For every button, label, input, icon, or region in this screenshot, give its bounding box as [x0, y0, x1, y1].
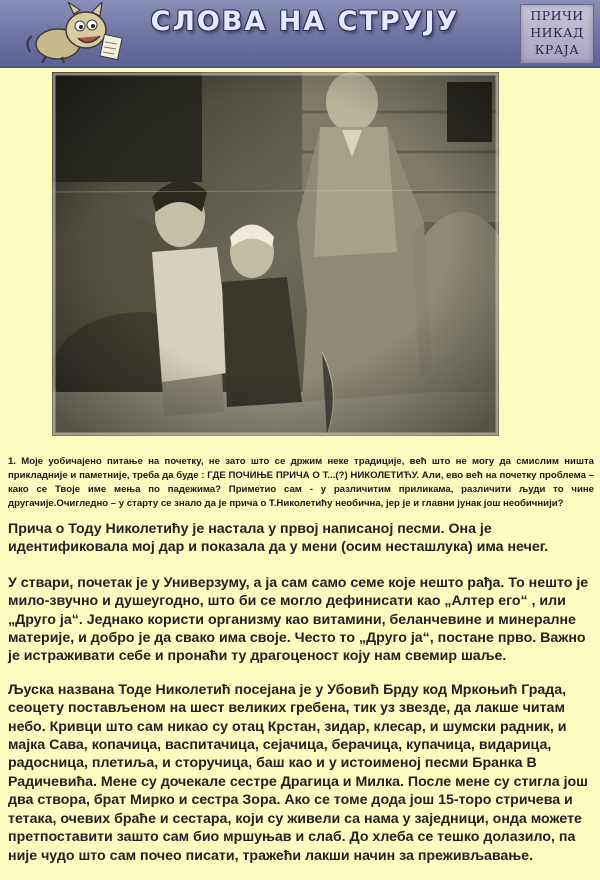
photo-caption: 1. Моје уобичајено питање на почетку, не зато што се држим неке традиције, већ што не могу да смислим ништа прикладније и паметније, треба да буде : ГДЕ ПОЧИЊЕ ПРИЧА О Т...(?) НИКОЛЕТИЋУ. Али, ево већ на почетку проблема – како се Твоје име мења по падежима? Приметио сам - у различитим приликама, различити људи то чине другачије.Очигледно – у старту се знало да је прича о Т.Николетићу необична, јер је и главни јунак још необичнији?: [8, 456, 594, 509]
badge-line: КРАЈА: [534, 42, 580, 57]
article-paragraph: Прича о Тоду Николетићу је настала у првој написаној песми. Она је идентификовала мој дар и показала да у мени (осим несташлука) има нечег.: [8, 521, 549, 556]
article-paragraph: Љуска названа Тоде Николетић посејана је у Убовић Брду код Мркоњић Града, сеоцету постављеном на шест великих гребена, тик уз звезде, да лакше читам небо. Кривци што сам никао су отац Крстан, зидар, клесар, и шумски радник, и мајка Сава, копачица, васпитачица, сејачица, берачица, купачица, видарица, радосница, плетиља, и сторучица, баш као и у истоименој песми Бранка В Радичевића. Мене су дочекале сестре Драгица и Милка. После мене су стигла још два створа, брат Мирко и сестра Зора. Ако се томе дода још 15-торо стричева и тетака, очевих браће и сестара, који су живели са нама у заједници, онда можете претпоставити зашто сам био мршуњав и слаб. До хлеба се тешко долазило, па није чудо што сам почео писати, тражећи лакши начин за преживљавање.: [8, 681, 589, 864]
article-body: [8, 520, 596, 880]
site-header: [0, 0, 600, 68]
site-title: СЛОВА НА СТРУЈУ: [150, 6, 460, 37]
badge-line: ПРИЧИ: [530, 8, 584, 23]
family-photo: [52, 72, 499, 436]
badge-line: НИКАД: [530, 25, 584, 40]
article-paragraph: У ствари, почетак је у Универзуму, а ја сам само семе које нешто рађа. То нешто је мило-звучно и душеугодно, што би се могло дефинисати као „Алтер его“ , или „Друго ја“. Једнако користи организму као витамини, беланчевине и минералне материје, и добро је да свако има своје. Често то „Друго ја“, постане прво. Важно је истраживати себе и пронаћи ту драгоценост коју нам свемир шаље.: [8, 574, 589, 665]
series-badge[interactable]: [520, 4, 594, 64]
cartoon-character-icon: [22, 2, 126, 64]
